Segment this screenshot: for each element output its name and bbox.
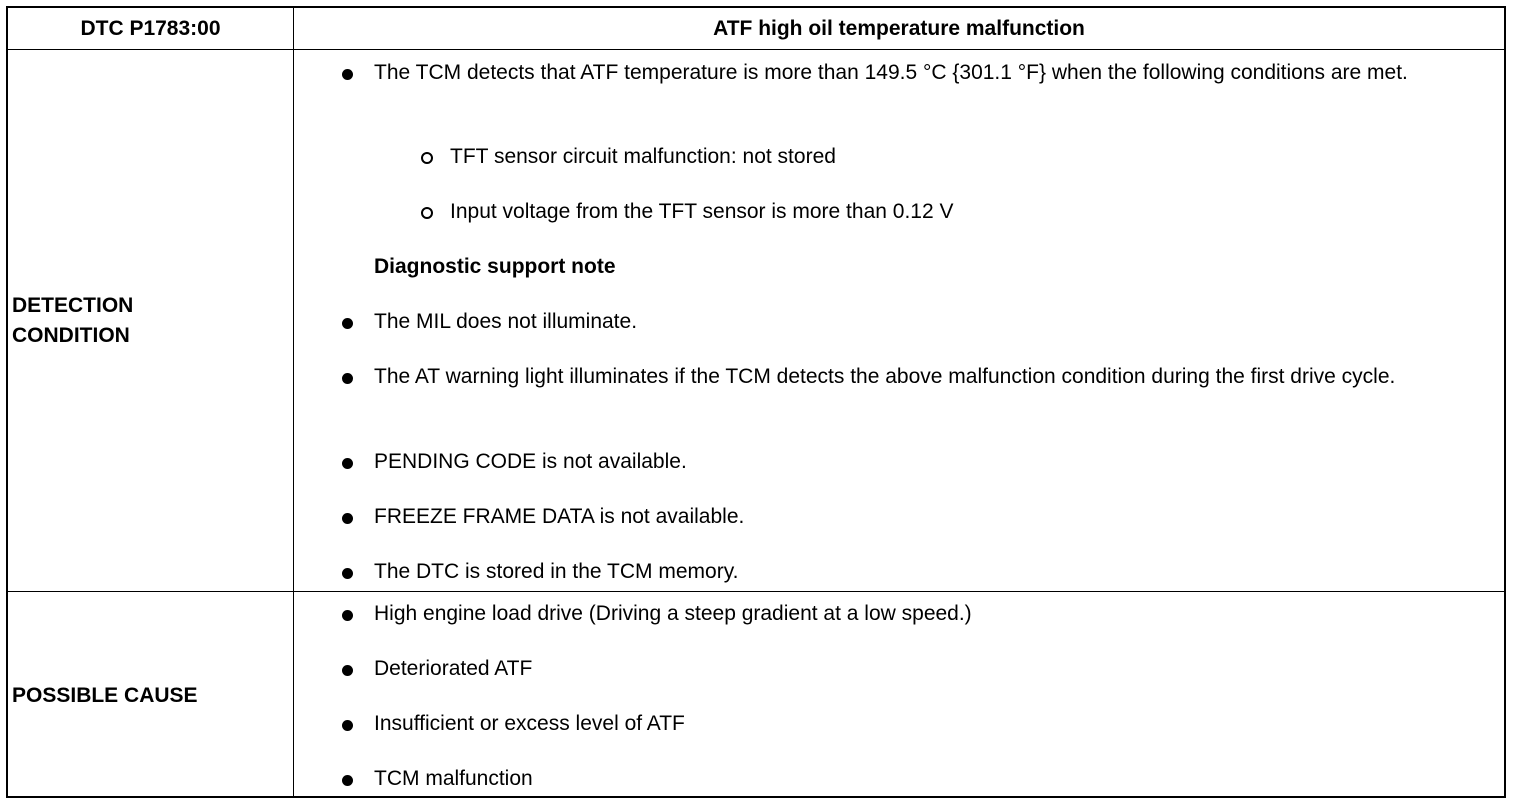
- detection-item: PENDING CODE is not available.: [374, 450, 687, 473]
- dtc-table: [6, 6, 1506, 798]
- bullet-icon: [342, 720, 353, 731]
- cause-item: High engine load drive (Driving a steep gradient at a low speed.): [374, 602, 972, 625]
- detection-item: FREEZE FRAME DATA is not available.: [374, 505, 745, 528]
- detection-item: The AT warning light illuminates if the TCM detects the above malfunction condition during the first drive cycle.: [374, 365, 1396, 388]
- detection-item: The DTC is stored in the TCM memory.: [374, 560, 739, 583]
- bullet-icon: [342, 373, 353, 384]
- detection-label-line2: CONDITION: [12, 324, 130, 347]
- cause-item: TCM malfunction: [374, 767, 533, 790]
- bullet-icon: [342, 665, 353, 676]
- bullet-icon: [342, 318, 353, 329]
- detection-condition-label: [12, 291, 133, 351]
- bullet-icon: [342, 458, 353, 469]
- detection-subitem: TFT sensor circuit malfunction: not stored: [450, 145, 836, 168]
- circle-bullet-icon: [421, 207, 433, 219]
- cause-item: Deteriorated ATF: [374, 657, 533, 680]
- detection-label-line1: DETECTION: [12, 294, 134, 317]
- bullet-icon: [342, 69, 353, 80]
- detection-item: The MIL does not illuminate.: [374, 310, 638, 333]
- bullet-icon: [342, 775, 353, 786]
- bullet-icon: [342, 610, 353, 621]
- possible-cause-label: POSSIBLE CAUSE: [12, 684, 198, 707]
- bullet-icon: [342, 568, 353, 579]
- detection-item: The TCM detects that ATF temperature is more than 149.5 °C {301.1 °F} when the following conditions are met.: [374, 61, 1408, 84]
- detection-condition-content: [294, 50, 1504, 591]
- diagnostic-support-note-heading: Diagnostic support note: [374, 255, 616, 278]
- dtc-title-header: ATF high oil temperature malfunction: [713, 17, 1085, 40]
- circle-bullet-icon: [421, 152, 433, 164]
- bullet-icon: [342, 513, 353, 524]
- dtc-code-header: DTC P1783:00: [80, 17, 221, 40]
- cause-item: Insufficient or excess level of ATF: [374, 712, 685, 735]
- possible-cause-content: [294, 592, 1504, 796]
- detection-subitem: Input voltage from the TFT sensor is more than 0.12 V: [450, 200, 954, 223]
